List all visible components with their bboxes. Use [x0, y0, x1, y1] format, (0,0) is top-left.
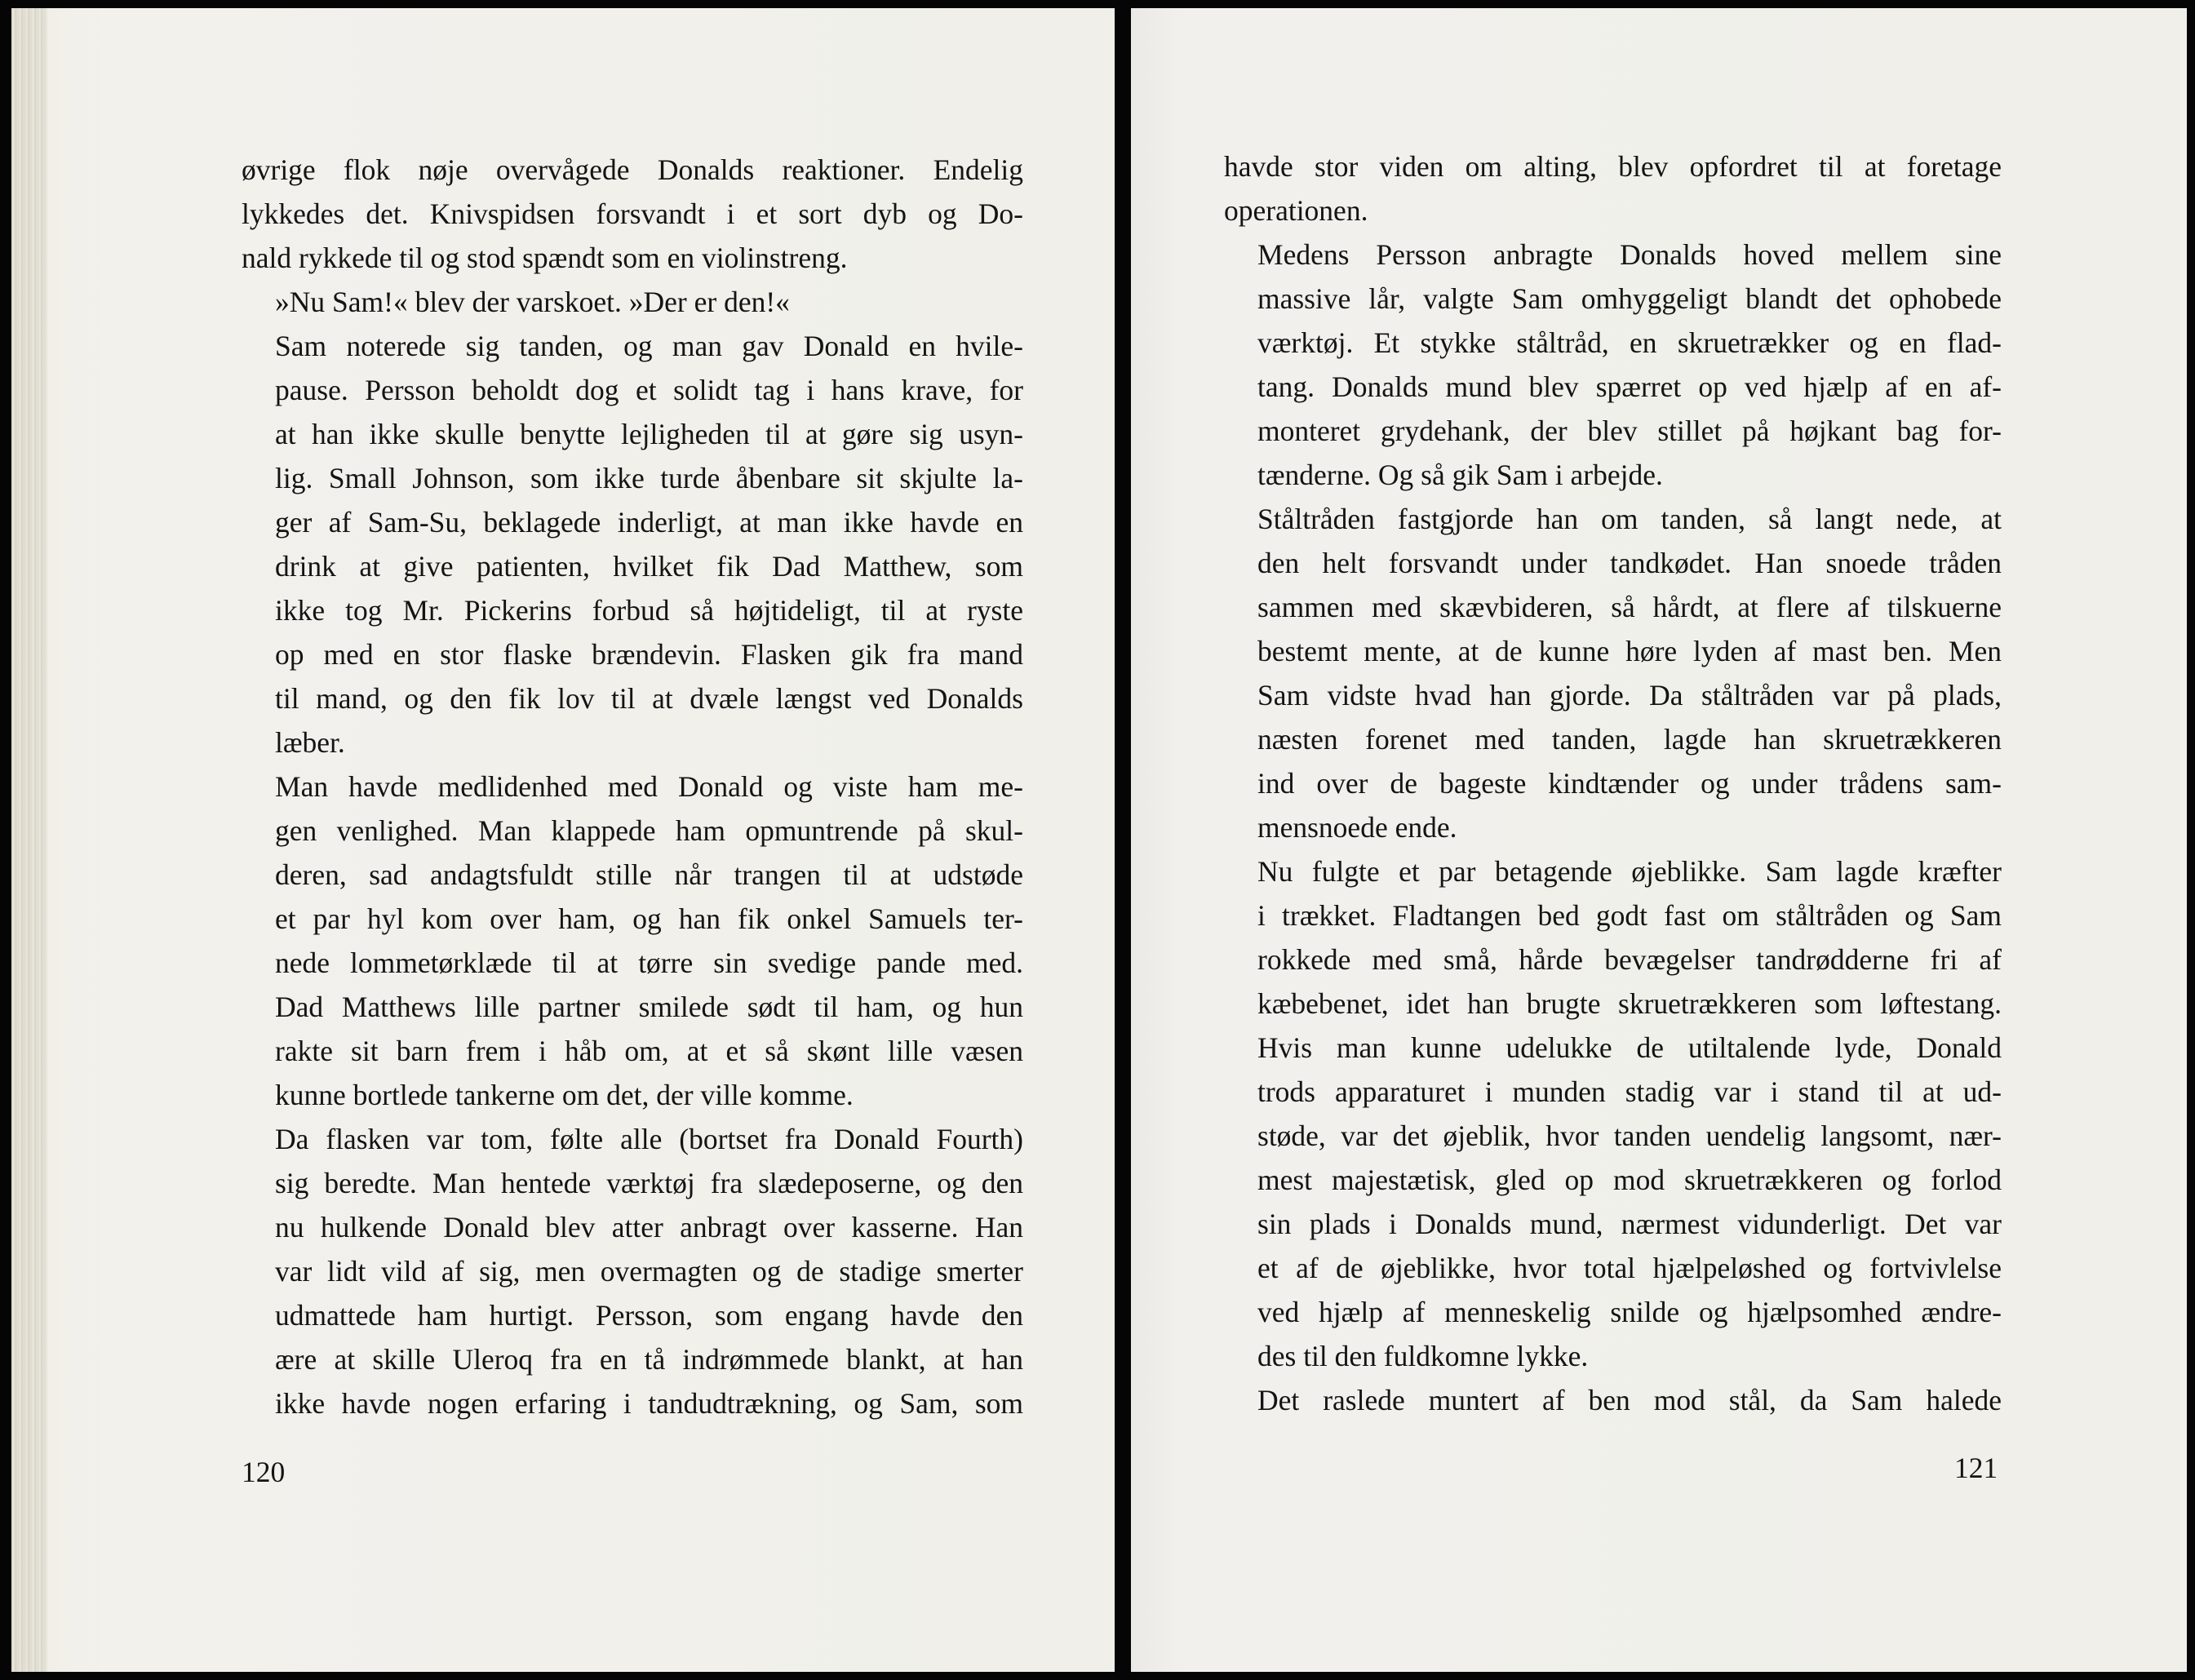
paragraph	[242, 324, 1023, 765]
text-line: ger af Sam-Su, beklagede inderligt, at man ikke havde en	[275, 506, 1023, 539]
paragraph	[242, 148, 1023, 280]
text-line: massive lår, valgte Sam omhyggeligt blandt det ophobede	[1257, 282, 2002, 315]
right-page	[1131, 8, 2187, 1672]
text-line: støde, var det øjeblik, hvor tanden uendelig langsomt, nær-	[1257, 1119, 2002, 1152]
text-line: mensnoede ende.	[1257, 811, 1457, 844]
text-line: værktøj. Et stykke ståltråd, en skruetrækker og en flad-	[1257, 326, 2002, 359]
text-line: tænderne. Og så gik Sam i arbejde.	[1257, 459, 1663, 491]
paragraph	[242, 280, 1023, 324]
paragraph	[1224, 849, 2002, 1378]
text-line: næsten forenet med tanden, lagde han skruetrækkeren	[1257, 723, 2002, 756]
text-line: ikke tog Mr. Pickerins forbud så højtideligt, til at ryste	[275, 594, 1023, 627]
text-line: at han ikke skulle benytte lejligheden til at gøre sig usyn-	[275, 418, 1023, 450]
text-line: op med en stor flaske brændevin. Flasken gik fra mand	[275, 638, 1023, 671]
text-line: des til den fuldkomne lykke.	[1257, 1340, 1589, 1372]
left-page	[11, 8, 1115, 1672]
text-line: havde stor viden om alting, blev opfordret til at foretage	[1224, 150, 2002, 183]
paragraph	[242, 1117, 1023, 1425]
text-line: Da flasken var tom, følte alle (bortset fra Donald Fourth)	[275, 1123, 1023, 1155]
text-line: Det raslede muntert af ben mod stål, da Sam halede	[1257, 1384, 2002, 1416]
paragraph	[1224, 1378, 2002, 1422]
text-line: »Nu Sam!« blev der varskoet. »Der er den!«	[275, 286, 790, 318]
text-line: gen venlighed. Man klappede ham opmuntrende på skul-	[275, 814, 1023, 847]
text-line: Sam vidste hvad han gjorde. Da ståltråden var på plads,	[1257, 679, 2002, 711]
text-line: øvrige flok nøje overvågede Donalds reaktioner. Endelig	[242, 153, 1023, 186]
text-line: nede lommetørklæde til at tørre sin svedige pande med.	[275, 946, 1023, 979]
text-line: ind over de bageste kindtænder og under trådens sam-	[1257, 767, 2002, 800]
text-line: kæbebenet, idet han brugte skruetrækkeren som løftestang.	[1257, 987, 2002, 1020]
text-line: bestemt mente, at de kunne høre lyden af mast ben. Men	[1257, 635, 2002, 667]
text-line: mest majestætisk, gled op mod skruetrækkeren og forlod	[1257, 1164, 2002, 1196]
left-page-body-text	[242, 148, 1023, 1425]
right-page-number: 121	[1954, 1452, 1998, 1484]
text-line: et af de øjeblikke, hvor total hjælpeløshed og fortvivlelse	[1257, 1252, 2002, 1284]
text-line: et par hyl kom over ham, og han fik onkel Samuels ter-	[275, 902, 1023, 935]
text-line: rakte sit barn frem i håb om, at et så skønt lille væsen	[275, 1035, 1023, 1067]
text-line: var lidt vild af sig, men overmagten og de stadige smerter	[275, 1255, 1023, 1288]
text-line: nald rykkede til og stod spændt som en violinstreng.	[242, 242, 848, 274]
text-line: ære at skille Uleroq fra en tå indrømmede blankt, at han	[275, 1343, 1023, 1376]
text-line: trods apparaturet i munden stadig var i stand til at ud-	[1257, 1075, 2002, 1108]
text-line: rokkede med små, hårde bevægelser tandrødderne fri af	[1257, 943, 2002, 976]
text-line: Ståltråden fastgjorde han om tanden, så langt nede, at	[1257, 503, 2002, 535]
text-line: Medens Persson anbragte Donalds hoved mellem sine	[1257, 238, 2002, 271]
text-line: tang. Donalds mund blev spærret op ved hjælp af en af-	[1257, 370, 2002, 403]
text-line: den helt forsvandt under tandkødet. Han snoede tråden	[1257, 547, 2002, 579]
text-line: Dad Matthews lille partner smilede sødt til ham, og hun	[275, 991, 1023, 1023]
text-line: nu hulkende Donald blev atter anbragt over kasserne. Han	[275, 1211, 1023, 1243]
text-line: lig. Small Johnson, som ikke turde åbenbare sit skjulte la-	[275, 462, 1023, 494]
text-line: til mand, og den fik lov til at dvæle længst ved Donalds	[275, 682, 1023, 715]
text-line: sig beredte. Man hentede værktøj fra slædeposerne, og den	[275, 1167, 1023, 1199]
text-line: Sam noterede sig tanden, og man gav Donald en hvile-	[275, 330, 1023, 362]
text-line: kunne bortlede tankerne om det, der ville komme.	[275, 1079, 854, 1111]
text-line: sin plads i Donalds mund, nærmest vidunderligt. Det var	[1257, 1208, 2002, 1240]
text-line: udmattede ham hurtigt. Persson, som engang havde den	[275, 1299, 1023, 1332]
text-line: drink at give patienten, hvilket fik Dad Matthew, som	[275, 550, 1023, 583]
text-line: Nu fulgte et par betagende øjeblikke. Sam lagde kræfter	[1257, 855, 2002, 888]
right-page-body-text	[1224, 144, 2002, 1422]
text-line: sammen med skævbideren, så hårdt, at flere af tilskuerne	[1257, 591, 2002, 623]
text-line: pause. Persson beholdt dog et solidt tag i hans krave, for	[275, 374, 1023, 406]
text-line: deren, sad andagtsfuldt stille når trangen til at udstøde	[275, 858, 1023, 891]
paragraph	[1224, 497, 2002, 849]
text-line: monteret grydehank, der blev stillet på højkant bag for-	[1257, 414, 2002, 447]
text-line: Man havde medlidenhed med Donald og viste ham me-	[275, 770, 1023, 803]
left-page-number: 120	[242, 1456, 286, 1488]
text-line: læber.	[275, 726, 345, 759]
text-line: Hvis man kunne udelukke de utiltalende lyde, Donald	[1257, 1031, 2002, 1064]
paragraph	[242, 765, 1023, 1117]
paragraph	[1224, 233, 2002, 497]
text-line: i trækket. Fladtangen bed godt fast om ståltråden og Sam	[1257, 899, 2002, 932]
text-line: ved hjælp af menneskelig snilde og hjælpsomhed ændre-	[1257, 1296, 2002, 1328]
text-line: ikke havde nogen erfaring i tandudtrækning, og Sam, som	[275, 1387, 1023, 1420]
text-line: lykkedes det. Knivspidsen forsvandt i et sort dyb og Do-	[242, 197, 1023, 230]
text-line: operationen.	[1224, 194, 1368, 227]
paragraph	[1224, 144, 2002, 233]
